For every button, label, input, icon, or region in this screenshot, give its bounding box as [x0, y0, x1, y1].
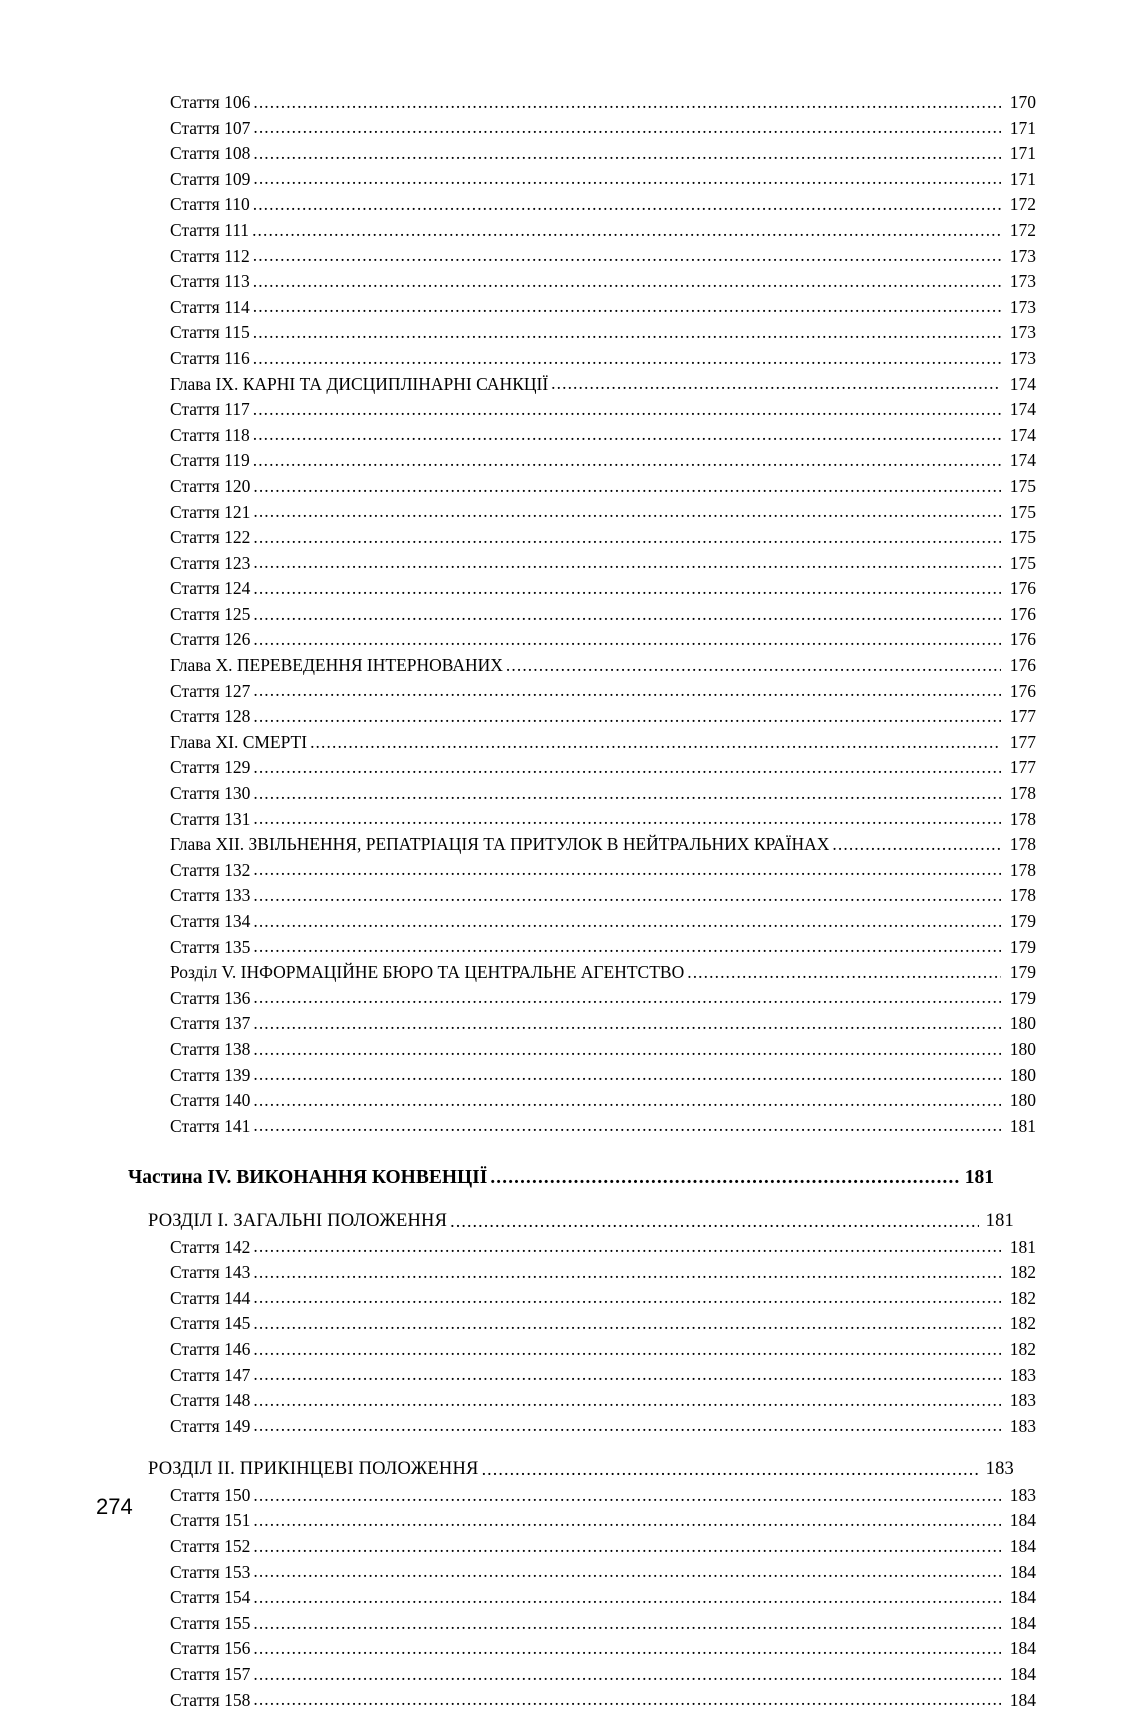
- toc-leader-dots: [253, 1371, 1001, 1389]
- toc-leader-dots: [253, 328, 1001, 346]
- toc-entry-label: Глава X. ПЕРЕВЕДЕННЯ ІНТЕРНОВАНИХ: [170, 655, 503, 676]
- toc-entry-label: Стаття 126: [170, 629, 251, 650]
- toc-entry-article[interactable]: [128, 807, 1036, 833]
- toc-entry-label: Частина IV. ВИКОНАННЯ КОНВЕНЦІЇ: [128, 1167, 488, 1189]
- toc-entry-article[interactable]: [128, 1388, 1036, 1414]
- toc-entry-label: Стаття 121: [170, 501, 251, 522]
- toc-entry-article[interactable]: [128, 1662, 1036, 1688]
- toc-entry-page-number: 180: [1009, 1038, 1036, 1059]
- toc-entry-page-number: 171: [1009, 117, 1036, 138]
- toc-entry-label: Стаття 115: [170, 322, 250, 343]
- toc-entry-label: Глава XII. ЗВІЛЬНЕННЯ, РЕПАТРІАЦІЯ ТА ПРИТУЛОК В НЕЙТРАЛЬНИХ КРАЇНАХ: [170, 834, 830, 855]
- toc-entry-page-number: 176: [1009, 680, 1036, 701]
- toc-entry-label: Стаття 152: [170, 1536, 251, 1557]
- toc-entry-article[interactable]: [128, 602, 1036, 628]
- toc-entry-article[interactable]: [128, 1088, 1036, 1114]
- toc-entry-article[interactable]: [128, 346, 1036, 372]
- page-folio-number: 274: [96, 1494, 133, 1519]
- toc-entry-label: Стаття 110: [170, 194, 250, 215]
- toc-entry-label: Глава XI. СМЕРТІ: [170, 731, 308, 752]
- toc-leader-dots: [253, 789, 1001, 807]
- toc-leader-dots: [310, 738, 1001, 756]
- toc-entry-label: Стаття 158: [170, 1689, 251, 1710]
- toc-spacer: [128, 1139, 994, 1165]
- toc-entry-article[interactable]: [128, 679, 1036, 705]
- toc-entry-article[interactable]: [128, 116, 1036, 142]
- toc-entry-label: Стаття 128: [170, 706, 251, 727]
- toc-entry-article[interactable]: [128, 1063, 1036, 1089]
- toc-entry-page-number: 174: [1009, 373, 1036, 394]
- toc-leader-dots: [253, 482, 1001, 500]
- toc-entry-label: Розділ V. ІНФОРМАЦІЙНЕ БЮРО ТА ЦЕНТРАЛЬНЕ АГЕНТСТВО: [170, 962, 685, 983]
- toc-entry-label: Стаття 139: [170, 1064, 251, 1085]
- toc-leader-dots: [253, 200, 1001, 218]
- toc-entry-article[interactable]: [128, 1311, 1036, 1337]
- toc-entry-page-number: 180: [1009, 1064, 1036, 1085]
- toc-leader-dots: [450, 1216, 979, 1235]
- toc-entry-article[interactable]: [128, 269, 1036, 295]
- toc-leader-dots: [253, 431, 1001, 449]
- toc-entry-page-number: 177: [1009, 731, 1036, 752]
- toc-entry-page-number: 184: [1009, 1587, 1036, 1608]
- toc-entry-page-number: 178: [1009, 885, 1036, 906]
- toc-entry-article[interactable]: [128, 1414, 1036, 1440]
- toc-leader-dots: [253, 1045, 1001, 1063]
- toc-entry-page-number: 184: [1009, 1510, 1036, 1531]
- toc-leader-dots: [253, 1422, 1001, 1440]
- toc-leader-dots: [253, 533, 1001, 551]
- toc-entry-label: Стаття 118: [170, 424, 250, 445]
- toc-entry-label: РОЗДІЛ II. ПРИКІНЦЕВІ ПОЛОЖЕННЯ: [148, 1459, 479, 1480]
- toc-entry-article[interactable]: [128, 704, 1036, 730]
- toc-entry-article[interactable]: [128, 1260, 1036, 1286]
- toc-leader-dots: [253, 687, 1001, 705]
- toc-leader-dots: [253, 892, 1001, 910]
- toc-entry-page-number: 177: [1009, 757, 1036, 778]
- toc-entry-page-number: 171: [1009, 168, 1036, 189]
- toc-entry-article[interactable]: [128, 1585, 1036, 1611]
- toc-leader-dots: [253, 1568, 1001, 1586]
- toc-entry-article[interactable]: [128, 1611, 1036, 1637]
- toc-leader-dots: [253, 124, 1001, 142]
- toc-entry-article[interactable]: [128, 627, 1036, 653]
- toc-entry-page-number: 184: [1009, 1561, 1036, 1582]
- toc-spacer: [128, 1439, 994, 1457]
- toc-entry-page-number: 170: [1009, 92, 1036, 112]
- toc-leader-dots: [253, 1071, 1001, 1089]
- toc-entry-label: Стаття 137: [170, 1013, 251, 1034]
- toc-entry-label: Стаття 148: [170, 1390, 251, 1411]
- toc-entry-label: Стаття 146: [170, 1338, 251, 1359]
- toc-entry-page-number: 182: [1009, 1287, 1036, 1308]
- toc-entry-article[interactable]: [128, 1363, 1036, 1389]
- toc-leader-dots: [253, 1294, 1001, 1312]
- toc-entry-article[interactable]: [128, 1636, 1036, 1662]
- toc-entry-article[interactable]: [128, 935, 1036, 961]
- toc-entry-label: Стаття 144: [170, 1287, 251, 1308]
- toc-entry-chapter[interactable]: [128, 832, 1036, 858]
- toc-entry-label: Стаття 123: [170, 552, 251, 573]
- toc-entry-page-number: 174: [1009, 424, 1036, 445]
- toc-leader-dots: [253, 1122, 1001, 1140]
- toc-entry-page-number: 178: [1009, 783, 1036, 804]
- toc-leader-dots: [253, 1517, 1001, 1535]
- toc-entry-label: Стаття 151: [170, 1510, 251, 1531]
- toc-entry-page-number: 179: [1009, 911, 1036, 931]
- toc-leader-dots: [253, 559, 1001, 577]
- toc-entry-label: Стаття 113: [170, 271, 250, 292]
- toc-leader-dots: [253, 405, 1001, 423]
- toc-entry-article[interactable]: [128, 90, 1036, 116]
- toc-leader-dots: [253, 764, 1001, 782]
- toc-spacer: [128, 1191, 994, 1209]
- toc-entry-label: Стаття 145: [170, 1313, 251, 1334]
- toc-entry-article[interactable]: [128, 1337, 1036, 1363]
- toc-entry-label: Стаття 155: [170, 1612, 251, 1633]
- toc-entry-article[interactable]: [128, 141, 1036, 167]
- toc-entry-label: Стаття 129: [170, 757, 251, 778]
- toc-leader-dots: [253, 1096, 1001, 1114]
- toc-entry-label: Стаття 109: [170, 168, 251, 189]
- toc-entry-label: Стаття 107: [170, 117, 251, 138]
- toc-entry-article[interactable]: [128, 474, 1036, 500]
- toc-entry-label: Стаття 106: [170, 92, 251, 112]
- toc-entry-page-number: 184: [1009, 1638, 1036, 1659]
- toc-entry-page-number: 175: [1009, 527, 1036, 548]
- toc-entry-article[interactable]: [128, 218, 1036, 244]
- toc-entry-page-number: 173: [1009, 245, 1036, 266]
- toc-entry-label: Стаття 147: [170, 1364, 251, 1385]
- toc-entry-page-number: 183: [1009, 1390, 1036, 1411]
- toc-leader-dots: [253, 252, 1001, 270]
- toc-entry-page-number: 173: [1009, 296, 1036, 317]
- toc-entry-label: Стаття 124: [170, 578, 251, 599]
- toc-leader-dots: [253, 1268, 1001, 1286]
- table-of-contents: [128, 90, 1036, 1713]
- toc-entry-label: Стаття 140: [170, 1090, 251, 1111]
- toc-entry-page-number: 175: [1009, 475, 1036, 496]
- toc-entry-section[interactable]: [128, 960, 1036, 986]
- toc-entry-rozdil[interactable]: [128, 1209, 1014, 1235]
- toc-entry-article[interactable]: [128, 1560, 1036, 1586]
- toc-entry-page-number: 171: [1009, 143, 1036, 164]
- toc-entry-page-number: 184: [1009, 1612, 1036, 1633]
- toc-leader-dots: [253, 456, 1001, 474]
- toc-leader-dots: [253, 994, 1001, 1012]
- toc-entry-page-number: 176: [1009, 629, 1036, 650]
- toc-entry-label: Стаття 108: [170, 143, 251, 164]
- toc-entry-page-number: 172: [1009, 194, 1036, 215]
- toc-leader-dots: [253, 149, 1001, 167]
- toc-entry-page-number: 176: [1009, 655, 1036, 676]
- toc-entry-page-number: 184: [1009, 1689, 1036, 1710]
- toc-entry-label: Стаття 156: [170, 1638, 251, 1659]
- toc-entry-page-number: 178: [1009, 834, 1036, 855]
- toc-entry-article[interactable]: [128, 525, 1036, 551]
- toc-entry-page-number: 173: [1009, 271, 1036, 292]
- toc-entry-article[interactable]: [128, 1114, 1036, 1140]
- toc-entry-article[interactable]: [128, 192, 1036, 218]
- toc-entry-chapter[interactable]: [128, 372, 1036, 398]
- toc-leader-dots: [253, 98, 1001, 116]
- toc-entry-label: Стаття 112: [170, 245, 250, 266]
- toc-entry-label: Стаття 127: [170, 680, 251, 701]
- toc-entry-page-number: 173: [1009, 347, 1036, 368]
- toc-entry-label: Стаття 117: [170, 399, 250, 420]
- toc-entry-label: Стаття 122: [170, 527, 251, 548]
- toc-entry-page-number: 181: [985, 1210, 1014, 1231]
- toc-entry-page-number: 183: [1009, 1364, 1036, 1385]
- toc-leader-dots: [253, 712, 1001, 730]
- toc-entry-page-number: 181: [964, 1167, 994, 1189]
- toc-entry-page-number: 183: [1009, 1415, 1036, 1436]
- toc-leader-dots: [551, 380, 1001, 398]
- toc-entry-article[interactable]: [128, 1534, 1036, 1560]
- toc-entry-label: Стаття 142: [170, 1236, 251, 1257]
- toc-entry-chapter[interactable]: [128, 730, 1036, 756]
- toc-entry-label: Стаття 143: [170, 1262, 251, 1283]
- toc-entry-article[interactable]: [128, 1688, 1036, 1713]
- toc-entry-page-number: 181: [1009, 1236, 1036, 1257]
- toc-entry-label: Стаття 120: [170, 475, 251, 496]
- toc-entry-label: Стаття 133: [170, 885, 251, 906]
- toc-entry-page-number: 174: [1009, 399, 1036, 420]
- toc-leader-dots: [253, 917, 1001, 935]
- toc-leader-dots: [253, 815, 1001, 833]
- toc-entry-label: Стаття 114: [170, 296, 250, 317]
- toc-leader-dots: [482, 1464, 979, 1483]
- toc-entry-page-number: 179: [1009, 987, 1036, 1008]
- toc-leader-dots: [253, 303, 1001, 321]
- toc-entry-label: Стаття 134: [170, 911, 251, 931]
- toc-entry-page-number: 178: [1009, 859, 1036, 880]
- toc-entry-label: Стаття 132: [170, 859, 251, 880]
- toc-entry-page-number: 182: [1009, 1262, 1036, 1283]
- toc-entry-page-number: 178: [1009, 808, 1036, 829]
- toc-leader-dots: [253, 175, 1001, 193]
- toc-entry-page-number: 176: [1009, 578, 1036, 599]
- toc-entry-page-number: 180: [1009, 1090, 1036, 1111]
- toc-leader-dots: [253, 1670, 1001, 1688]
- toc-leader-dots: [253, 610, 1001, 628]
- toc-entry-article[interactable]: [128, 320, 1036, 346]
- toc-leader-dots: [490, 1171, 959, 1191]
- toc-entry-label: Стаття 111: [170, 219, 250, 240]
- toc-entry-page-number: 179: [1009, 962, 1036, 983]
- toc-entry-label: Стаття 119: [170, 450, 250, 471]
- toc-leader-dots: [253, 1319, 1001, 1337]
- toc-entry-article[interactable]: [128, 755, 1036, 781]
- toc-entry-label: Стаття 131: [170, 808, 251, 829]
- toc-entry-page-number: 176: [1009, 603, 1036, 624]
- toc-entry-page-number: 174: [1009, 450, 1036, 471]
- toc-leader-dots: [253, 277, 1001, 295]
- toc-leader-dots: [832, 840, 1001, 858]
- toc-leader-dots: [253, 1019, 1001, 1037]
- toc-entry-label: Стаття 157: [170, 1664, 251, 1685]
- toc-leader-dots: [253, 1491, 1001, 1509]
- toc-entry-label: Стаття 136: [170, 987, 251, 1008]
- toc-entry-article[interactable]: [128, 1235, 1036, 1261]
- toc-entry-article[interactable]: [128, 781, 1036, 807]
- toc-entry-article[interactable]: [128, 986, 1036, 1012]
- toc-entry-article[interactable]: [128, 244, 1036, 270]
- toc-entry-rozdil[interactable]: [128, 1457, 1014, 1483]
- toc-entry-label: Стаття 149: [170, 1415, 251, 1436]
- toc-entry-label: Стаття 125: [170, 603, 251, 624]
- toc-entry-page-number: 183: [1009, 1484, 1036, 1505]
- toc-leader-dots: [687, 968, 1001, 986]
- toc-entry-label: Стаття 130: [170, 783, 251, 804]
- toc-leader-dots: [253, 1696, 1001, 1713]
- toc-entry-page-number: 173: [1009, 322, 1036, 343]
- toc-entry-page-number: 180: [1009, 1013, 1036, 1034]
- toc-entry-article[interactable]: [128, 448, 1036, 474]
- toc-entry-page-number: 172: [1009, 219, 1036, 240]
- toc-leader-dots: [253, 866, 1001, 884]
- toc-leader-dots: [253, 636, 1001, 654]
- toc-leader-dots: [253, 943, 1001, 961]
- toc-entry-chapter[interactable]: [128, 653, 1036, 679]
- toc-entry-article[interactable]: [128, 551, 1036, 577]
- toc-leader-dots: [253, 1593, 1001, 1611]
- toc-entry-article[interactable]: [128, 1011, 1036, 1037]
- toc-leader-dots: [253, 1619, 1001, 1637]
- toc-leader-dots: [252, 226, 1001, 244]
- toc-entry-label: Стаття 141: [170, 1115, 251, 1136]
- toc-leader-dots: [253, 1542, 1001, 1560]
- toc-entry-article[interactable]: [128, 295, 1036, 321]
- toc-leader-dots: [253, 1243, 1001, 1261]
- toc-entry-article[interactable]: [128, 858, 1036, 884]
- toc-entry-page-number: 184: [1009, 1664, 1036, 1685]
- toc-entry-article[interactable]: [128, 1286, 1036, 1312]
- toc-entry-label: Стаття 150: [170, 1484, 251, 1505]
- toc-leader-dots: [253, 1345, 1001, 1363]
- toc-entry-article[interactable]: [128, 423, 1036, 449]
- toc-leader-dots: [253, 508, 1001, 526]
- toc-entry-article[interactable]: [128, 576, 1036, 602]
- toc-entry-page-number: 177: [1009, 706, 1036, 727]
- toc-entry-part[interactable]: [128, 1165, 994, 1191]
- toc-entry-article[interactable]: [128, 909, 1036, 935]
- toc-entry-label: Глава IX. КАРНІ ТА ДИСЦИПЛІНАРНІ САНКЦІЇ: [170, 373, 549, 394]
- toc-entry-label: Стаття 135: [170, 936, 251, 957]
- toc-entry-article[interactable]: [128, 1483, 1036, 1509]
- toc-entry-label: Стаття 116: [170, 347, 250, 368]
- toc-entry-label: Стаття 153: [170, 1561, 251, 1582]
- toc-entry-page-number: 182: [1009, 1313, 1036, 1334]
- toc-entry-article[interactable]: [128, 500, 1036, 526]
- toc-entry-article[interactable]: [128, 1508, 1036, 1534]
- toc-leader-dots: [253, 1645, 1001, 1663]
- toc-entry-page-number: 179: [1009, 936, 1036, 957]
- toc-entry-page-number: 184: [1009, 1536, 1036, 1557]
- toc-entry-page-number: 183: [985, 1459, 1014, 1480]
- toc-entry-page-number: 175: [1009, 552, 1036, 573]
- toc-entry-page-number: 181: [1009, 1115, 1036, 1136]
- toc-leader-dots: [506, 661, 1001, 679]
- toc-leader-dots: [253, 354, 1001, 372]
- toc-entry-page-number: 182: [1009, 1338, 1036, 1359]
- toc-entry-label: Стаття 138: [170, 1038, 251, 1059]
- toc-entry-article[interactable]: [128, 1037, 1036, 1063]
- toc-entry-article[interactable]: [128, 883, 1036, 909]
- toc-entry-label: Стаття 154: [170, 1587, 251, 1608]
- toc-entry-label: РОЗДІЛ I. ЗАГАЛЬНІ ПОЛОЖЕННЯ: [148, 1210, 448, 1231]
- toc-leader-dots: [253, 584, 1001, 602]
- toc-entry-article[interactable]: [128, 397, 1036, 423]
- toc-leader-dots: [253, 1396, 1001, 1414]
- toc-entry-page-number: 175: [1009, 501, 1036, 522]
- toc-entry-article[interactable]: [128, 167, 1036, 193]
